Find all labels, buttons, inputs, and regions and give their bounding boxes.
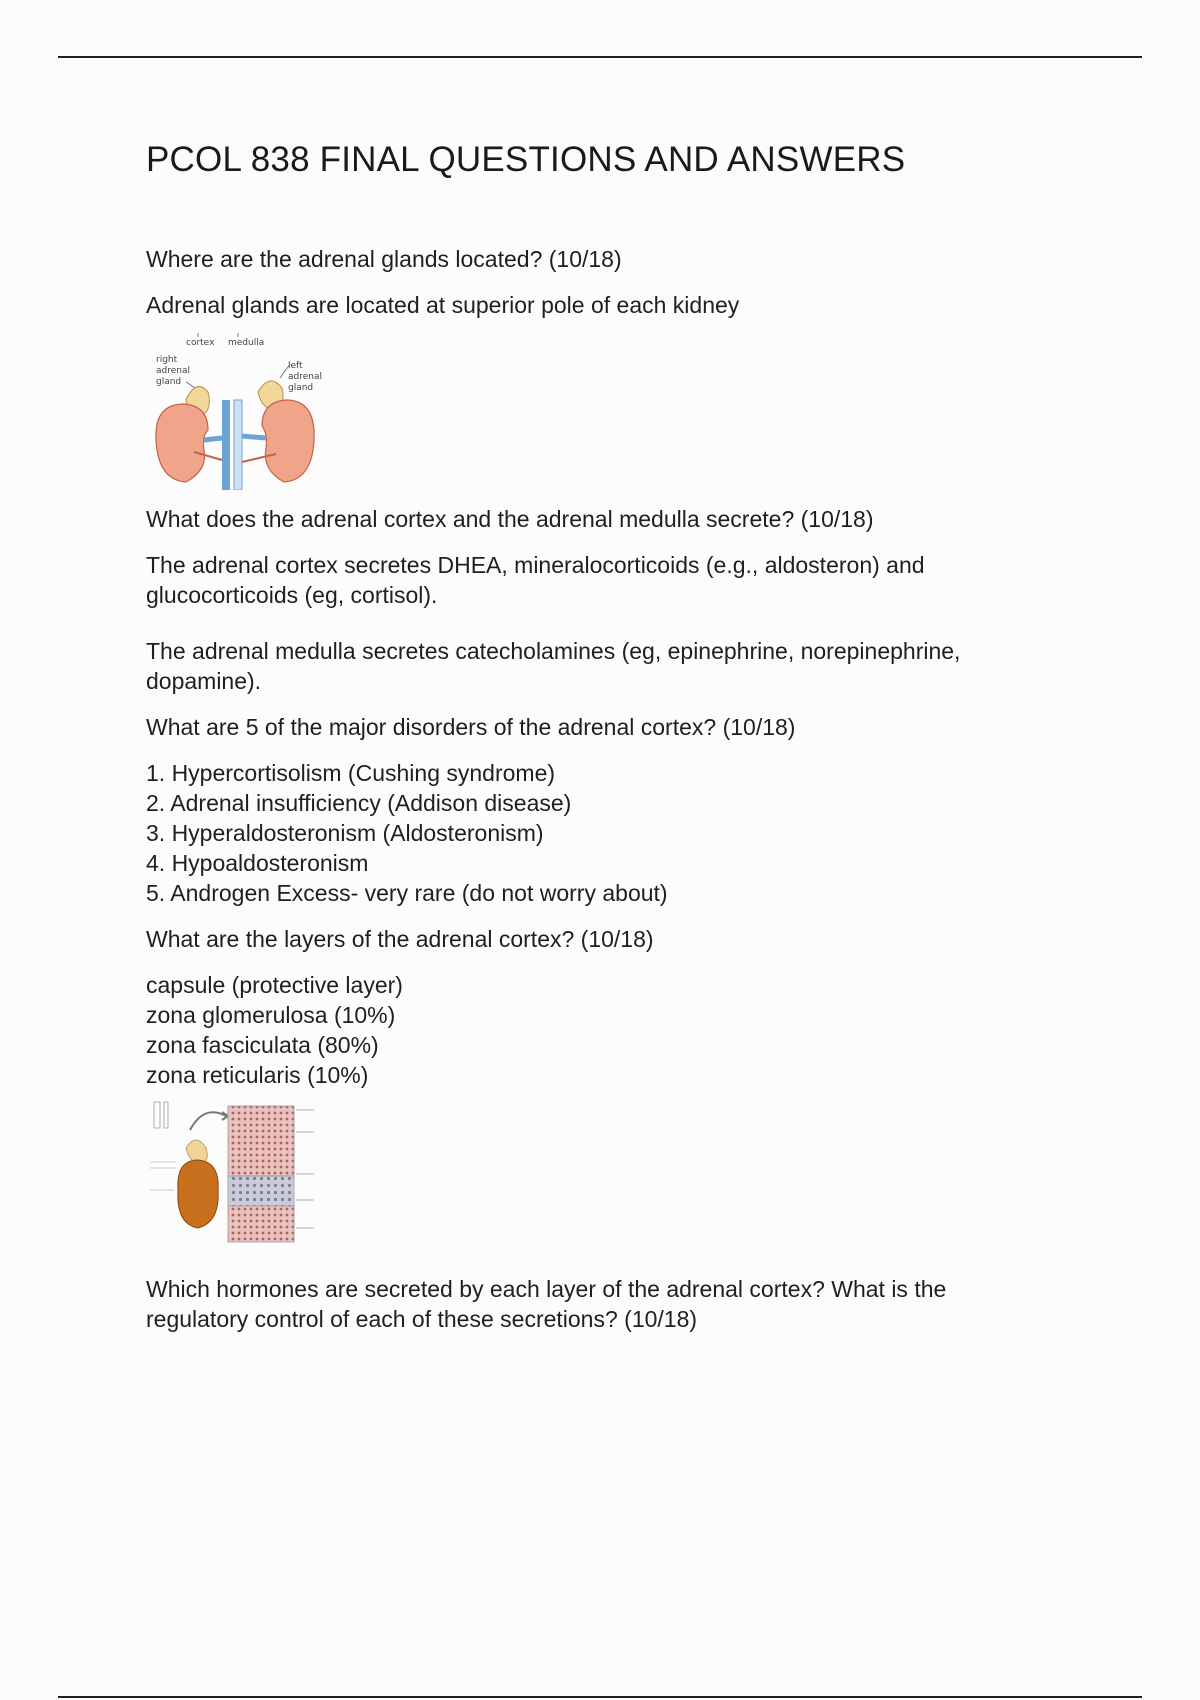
list-item: zona glomerulosa (10%) (146, 1002, 396, 1028)
answer-1: Adrenal glands are located at superior pole of each kidney (146, 292, 740, 318)
question-5 (146, 1274, 1046, 1334)
list-item: 3. Hyperaldosteronism (Aldosteronism) (146, 820, 544, 846)
question-4: What are the layers of the adrenal cortex? (10/18) (146, 926, 654, 952)
list-item: capsule (protective layer) (146, 972, 403, 998)
label-medulla: medulla (228, 338, 265, 348)
label-left-3: gland (288, 383, 314, 393)
answer-2-paragraph-2 (146, 636, 1046, 696)
label-right-1: right (156, 355, 178, 365)
label-left-1: left (288, 361, 303, 371)
adrenal-kidney-figure (146, 330, 326, 490)
answer-2-line: The adrenal cortex secretes DHEA, mineralocorticoids (e.g., aldosteron) and (146, 552, 925, 578)
layers-list (146, 970, 1046, 1090)
list-item: 1. Hypercortisolism (Cushing syndrome) (146, 760, 556, 786)
cortex-layers-figure (146, 1098, 326, 1258)
answer-2-paragraph-1 (146, 550, 1046, 610)
question-2: What does the adrenal cortex and the adrenal medulla secrete? (10/18) (146, 506, 874, 532)
label-cortex: cortex (186, 338, 215, 348)
label-left-2: adrenal (288, 372, 322, 382)
answer-2-line: glucocorticoids (eg, cortisol). (146, 582, 438, 608)
list-item: zona fasciculata (80%) (146, 1032, 379, 1058)
answer-2-line: The adrenal medulla secretes catecholamines (eg, epinephrine, norepinephrine, (146, 638, 961, 664)
answer-2-line: dopamine). (146, 668, 262, 694)
document-body (146, 140, 1046, 1334)
top-rule (58, 56, 1142, 58)
question-1: Where are the adrenal glands located? (10/18) (146, 246, 622, 272)
document-title: PCOL 838 FINAL QUESTIONS AND ANSWERS (146, 140, 906, 179)
disorders-list (146, 758, 1046, 908)
question-5-line: regulatory control of each of these secretions? (10/18) (146, 1306, 698, 1332)
list-item: 4. Hypoaldosteronism (146, 850, 369, 876)
question-3: What are 5 of the major disorders of the adrenal cortex? (10/18) (146, 714, 796, 740)
label-right-3: gland (156, 377, 182, 387)
bottom-rule (58, 1696, 1142, 1698)
question-5-line: Which hormones are secreted by each layer of the adrenal cortex? What is the (146, 1276, 947, 1302)
list-item: 2. Adrenal insufficiency (Addison disease) (146, 790, 572, 816)
label-right-2: adrenal (156, 366, 190, 376)
list-item: 5. Androgen Excess- very rare (do not worry about) (146, 880, 668, 906)
list-item: zona reticularis (10%) (146, 1062, 369, 1088)
